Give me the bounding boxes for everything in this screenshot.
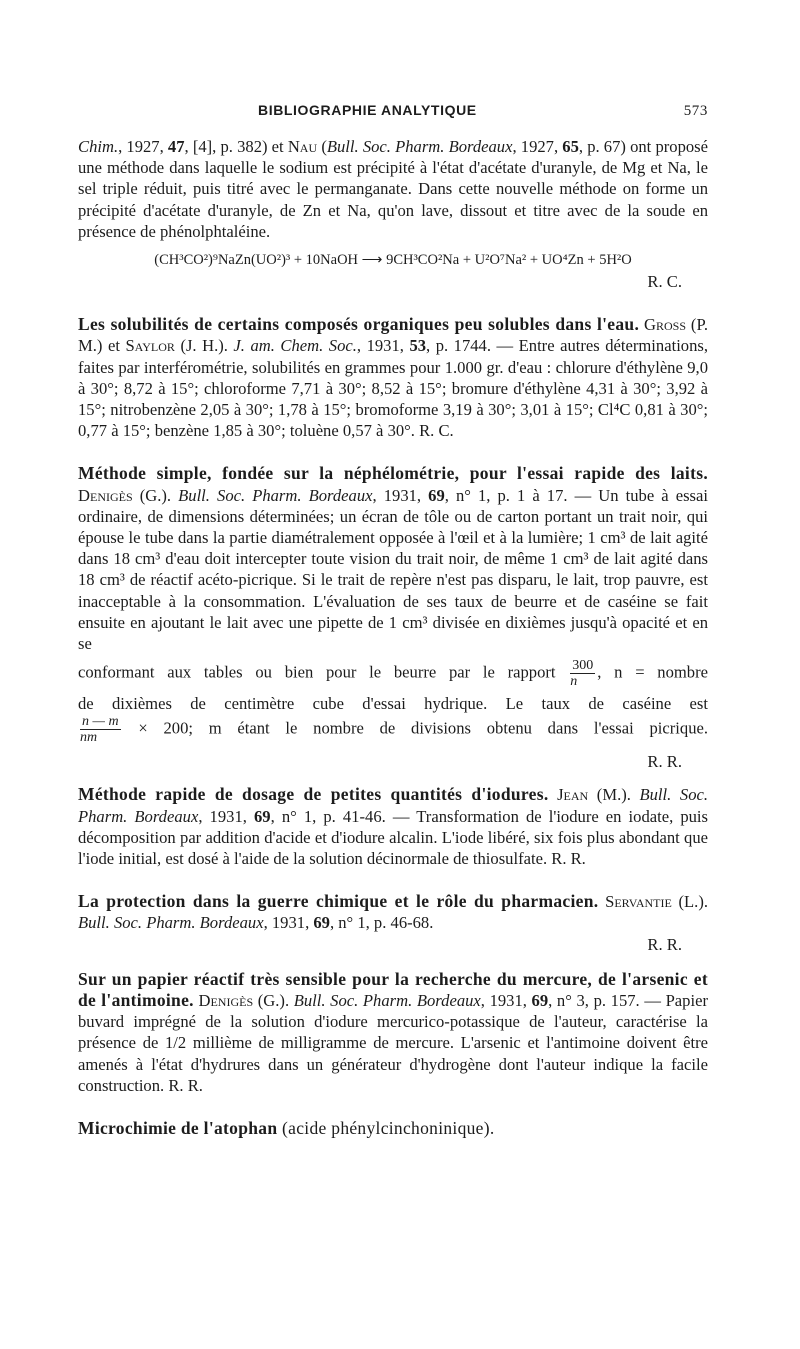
author: Denigès (78, 485, 133, 505)
author: Saylor (125, 336, 175, 356)
entry-title: Microchimie de l'atophan (78, 1117, 278, 1138)
journal: Bull. Soc. Pharm. Bordeaux (78, 785, 708, 826)
entry-title: Méthode rapide de dosage de petites quantités d'iodures. (78, 784, 549, 805)
running-title: BIBLIOGRAPHIE ANALYTIQUE (258, 102, 477, 118)
abstract-paragraph: Méthode simple, fondée sur la néphélométrie, pour l'essai rapide des laits. Denigès (G.). Bull. Soc. Pharm. Bordeaux, 1931, 69, n° 1, p. 1 à 17. — Un tube à essai ordinaire, de dimensions déterminées; un écran de tôle ou de carton portant un trait noir, qui épouse le tube dans la partie diamétralement opposée à l'œil et à la lumière; 1 cm³ de lait agité dans 18 cm³ d'eau doit intercepter toute vision du trait noir, de même 1 cm³ de lait agité dans 18 cm³ de réactif acéto-picrique. Si le trait de repère n'est pas disparu, le lait, trop pauvre, est inacceptable à la consommation. L'évaluation de ses taux de beurre et de caséine se fait ensuite en ajoutant le lait avec une pipette de 1 cm³ divisée en dixièmes jusqu'à opacité et en se (78, 463, 708, 654)
fraction: $\frac{n — m}{nm}$ (80, 714, 119, 746)
author: Gross (644, 315, 687, 335)
signature: R. R. (647, 934, 682, 954)
abstract-entry (78, 969, 708, 1096)
abstract-entry (78, 314, 708, 441)
entry-subtitle: (acide phénylcinchoninique). (277, 1117, 495, 1138)
author: Denigès (198, 990, 254, 1010)
chemical-equation: (CH³CO²)⁹NaZn(UO²)³ + 10NaOH ⟶ 9CH³CO²Na + U²O⁷Na² + UO⁴Zn + 5H²O (154, 252, 632, 269)
author: Servantie (605, 892, 672, 912)
formula-line: de dixièmes de centimètre cube d'essai hydrique. Le taux de caséine est (78, 694, 708, 714)
abstract-entry (78, 784, 708, 869)
abstract-paragraph: La protection dans la guerre chimique et le rôle du pharmacien. Servantie (L.). Bull. Soc. Pharm. Bordeaux, 1931, 69, n° 1, p. 46-68. (78, 891, 708, 933)
fraction: $\frac{300}{n}$ (570, 658, 594, 690)
entry-title: La protection dans la guerre chimique et le rôle du pharmacien. (78, 891, 599, 912)
signature: R. C. (647, 272, 682, 292)
journal: Bull. Soc. Pharm. Bordeaux (178, 485, 373, 505)
abstract-entry (78, 463, 708, 772)
formula-line: $\frac{n — m}{nm}$ × 200; m étant le nombre de divisions obtenu dans l'essai picrique. (80, 714, 709, 746)
page (78, 102, 708, 1139)
entry-title: Sur un papier réactif très sensible pour la recherche du mercure, de l'arsenic et de l'antimoine. (78, 968, 708, 1010)
abstract-paragraph (78, 1118, 708, 1139)
formula-line: conformant aux tables ou bien pour le beurre par le rapport $\frac{300}{n}$ , n = nombre (78, 658, 708, 690)
entry-title: Les solubilités de certains composés organiques peu solubles dans l'eau. (78, 314, 640, 335)
abstract-paragraph: Les solubilités de certains composés organiques peu solubles dans l'eau. Gross (P. M.) et Saylor (J. H.). J. am. Chem. Soc., 1931, 53, p. 1744. — Entre autres déterminations, faites par interférométrie, solubilités en grammes pour 1.000 gr. d'eau : chlorure d'éthylène 9,0 à 30°; 8,72 à 15°; chloroforme 7,71 à 30°; 8,52 à 15°; bromure d'éthylène 4,31 à 30°; 3,92 à 15°; nitrobenzène 2,05 à 30°; 1,78 à 15°; bromoforme 3,19 à 30°; 3,01 à 15°; Cl⁴C 0,81 à 30°; 0,77 à 15°; benzène 1,85 à 30°; toluène 0,57 à 30°. R. C. (78, 314, 708, 441)
running-header (258, 102, 708, 120)
journal: Bull. Soc. Pharm. Bordeaux (293, 990, 481, 1010)
signature-inline: R. R. (551, 849, 586, 869)
abstract-entry (78, 891, 708, 954)
abstract-paragraph: Sur un papier réactif très sensible pour la recherche du mercure, de l'arsenic et de l'antimoine. Denigès (G.). Bull. Soc. Pharm. Bordeaux, 1931, 69, n° 3, p. 157. — Papier buvard imprégné de la solution d'iodure mercurico-potassique de l'auteur, caractérise la présence de 1/2 millième de milligramme de mercure. L'arsenic et l'antimoine doivent être amenés à l'état d'hydrures dans un générateur d'hydrogène dont l'auteur indique la facile construction. R. R. (78, 968, 708, 1095)
journal: J. am. Chem. Soc. (233, 336, 357, 356)
author: Jean (557, 785, 589, 805)
entry-title: Méthode simple, fondée sur la néphélométrie, pour l'essai rapide des laits. (78, 463, 708, 484)
journal: Bull. Soc. Pharm. Bordeaux (78, 913, 264, 933)
abstract-paragraph: Méthode rapide de dosage de petites quantités d'iodures. Jean (M.). Bull. Soc. Pharm. Bordeaux, 1931, 69, n° 1, p. 41-46. — Transformation de l'iodure en iodate, puis décomposition par addition d'acide et d'iodure alcalin. L'iode libéré, six fois plus abondant que l'iode initial, est dosé à l'aide de la solution décinormale de thiosulfate. R. R. (78, 784, 709, 869)
page-number: 573 (683, 103, 708, 119)
continuation-paragraph: Chim., 1927, 47, [4], p. 382) et Nau (Bull. Soc. Pharm. Bordeaux, 1927, 65, p. 67) ont proposé une méthode dans laquelle le sodium est précipité à l'état d'acétate d'uranyle, de Mg et Na, le sel triple réduit, puis titré avec le permanganate. Dans cette nouvelle méthode on forme un précipité d'acétate d'uranyle, de Zn et Na, qu'on lave, dissout et titre avec de la soude en présence de phénolphtaléine. (78, 137, 708, 241)
abstract-entry (78, 1118, 708, 1139)
signature: R. R. (647, 752, 682, 772)
signature-inline: R. C. (419, 421, 454, 441)
signature-inline: R. R. (168, 1075, 203, 1095)
